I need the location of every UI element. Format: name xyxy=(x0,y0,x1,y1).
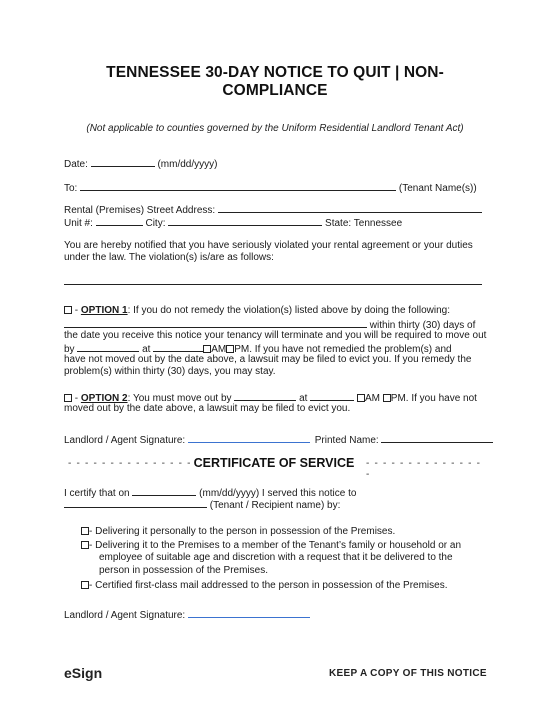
option2-pm-text: PM. If you have not xyxy=(390,393,477,404)
document-title xyxy=(0,64,550,100)
esign-logo: eSign xyxy=(64,665,103,681)
certify-line2 xyxy=(64,498,340,512)
service-option-2-cont1: employee of suitable age and discretion with a request that it be delivered to the xyxy=(99,552,453,563)
unit-label: Unit #: xyxy=(64,218,93,229)
service-option-2 xyxy=(81,540,461,552)
tenant-name-field[interactable] xyxy=(80,181,396,191)
date-format: (mm/dd/yyyy) xyxy=(157,159,218,170)
signature2-row xyxy=(64,608,310,622)
subtitle: (Not applicable to counties governed by the Uniform Residential Landlord Tenant Act) xyxy=(86,123,464,134)
to-label: To: xyxy=(64,183,78,194)
violation-field[interactable] xyxy=(64,284,482,285)
am-label: AM xyxy=(211,344,227,355)
option2-text: : You must move out by xyxy=(127,393,232,404)
option1-line5: have not moved out by the date above, a lawsuit may be filed to evict you. If you remedy the xyxy=(64,354,472,365)
recipient-label: (Tenant / Recipient name) by: xyxy=(209,500,341,511)
printed-name-label: Printed Name: xyxy=(314,435,379,446)
dash-left: - - - - - - - - - - - - - - - xyxy=(68,458,192,469)
by-label: by xyxy=(64,344,75,355)
service-option-2-cont2: person in possession of the Premises. xyxy=(99,565,268,576)
option1-checkbox[interactable] xyxy=(64,306,72,314)
tenant-name-label: (Tenant Name(s)) xyxy=(398,183,477,194)
service-option-1-text: - Delivering it personally to the person in possession of the Premises. xyxy=(89,526,396,537)
footer-note: KEEP A COPY OF THIS NOTICE xyxy=(329,668,487,679)
date-row xyxy=(64,157,217,171)
printed-name-field[interactable] xyxy=(381,433,493,443)
option2-date-field[interactable] xyxy=(234,391,296,401)
service-option-2-text: - Delivering it to the Premises to a member of the Tenant’s family or household or an xyxy=(89,540,462,551)
option2-time-field[interactable] xyxy=(310,391,354,401)
option1-days-text: within thirty (30) days of xyxy=(369,320,476,331)
city-label: City: xyxy=(145,218,166,229)
notice-text-2: under the law. The violation(s) is/are as follows: xyxy=(64,252,274,263)
title-line-2: COMPLIANCE xyxy=(222,82,328,99)
street-field[interactable] xyxy=(218,203,482,213)
street-row xyxy=(64,203,482,217)
date-field[interactable] xyxy=(91,157,155,167)
option2-label: OPTION 2 xyxy=(80,393,128,404)
option2-am-checkbox[interactable] xyxy=(357,394,365,402)
option1-line1 xyxy=(64,305,450,317)
service-option-3-checkbox[interactable] xyxy=(81,581,89,589)
option2-am-label: AM xyxy=(365,393,380,404)
option1-label: OPTION 1 xyxy=(80,305,128,316)
service-date-field[interactable] xyxy=(132,486,196,496)
signature2-field[interactable] xyxy=(188,608,310,618)
dash-right: - - - - - - - - - - - - - - - xyxy=(366,458,482,480)
option2-dash: - xyxy=(72,393,81,404)
date-label: Date: xyxy=(64,159,88,170)
option1-time-field[interactable] xyxy=(153,342,203,352)
notice-text-1: You are hereby notified that you have seriously violated your rental agreement or your duties xyxy=(64,240,473,251)
option2-checkbox[interactable] xyxy=(64,394,72,402)
service-option-1 xyxy=(81,526,395,538)
signature2-label: Landlord / Agent Signature: xyxy=(64,610,186,621)
certify-format: (mm/dd/yyyy) I served this notice to xyxy=(199,488,357,499)
signature-label: Landlord / Agent Signature: xyxy=(64,435,186,446)
unit-field[interactable] xyxy=(96,216,143,226)
option1-line3: the date you receive this notice your tenancy will terminate and you will be required to move out xyxy=(64,330,487,341)
remedy-field[interactable] xyxy=(64,318,367,328)
option1-date-field[interactable] xyxy=(77,342,139,352)
unit-row xyxy=(64,216,402,230)
option2-at-label: at xyxy=(299,393,308,404)
state-label: State: Tennessee xyxy=(325,218,403,229)
certify-label: I certify that on xyxy=(64,488,130,499)
title-line-1: TENNESSEE 30-DAY NOTICE TO QUIT | NON- xyxy=(106,64,444,81)
signature-field[interactable] xyxy=(188,433,310,443)
street-label: Rental (Premises) Street Address: xyxy=(64,205,216,216)
recipient-field[interactable] xyxy=(64,498,207,508)
option1-pm-text: PM. If you have not remedied the problem(s) and xyxy=(234,344,452,355)
signature-row xyxy=(64,433,493,447)
service-option-3-text: - Certified first-class mail addressed to the person in possession of the Premises. xyxy=(89,580,448,591)
service-option-2-checkbox[interactable] xyxy=(81,541,89,549)
option1-line6: problem(s) within thirty (30) days, you may stay. xyxy=(64,366,276,377)
option1-dash: - xyxy=(72,305,81,316)
service-option-3 xyxy=(81,580,448,592)
option1-text: : If you do not remedy the violation(s) listed above by doing the following: xyxy=(127,305,450,316)
city-field[interactable] xyxy=(168,216,322,226)
certificate-title: CERTIFICATE OF SERVICE xyxy=(193,456,355,470)
to-row xyxy=(64,181,477,195)
option2-line2: moved out by the date above, a lawsuit may be filed to evict you. xyxy=(64,403,351,414)
option2-pm-checkbox[interactable] xyxy=(383,394,391,402)
at-label: at xyxy=(142,344,151,355)
service-option-1-checkbox[interactable] xyxy=(81,527,89,535)
